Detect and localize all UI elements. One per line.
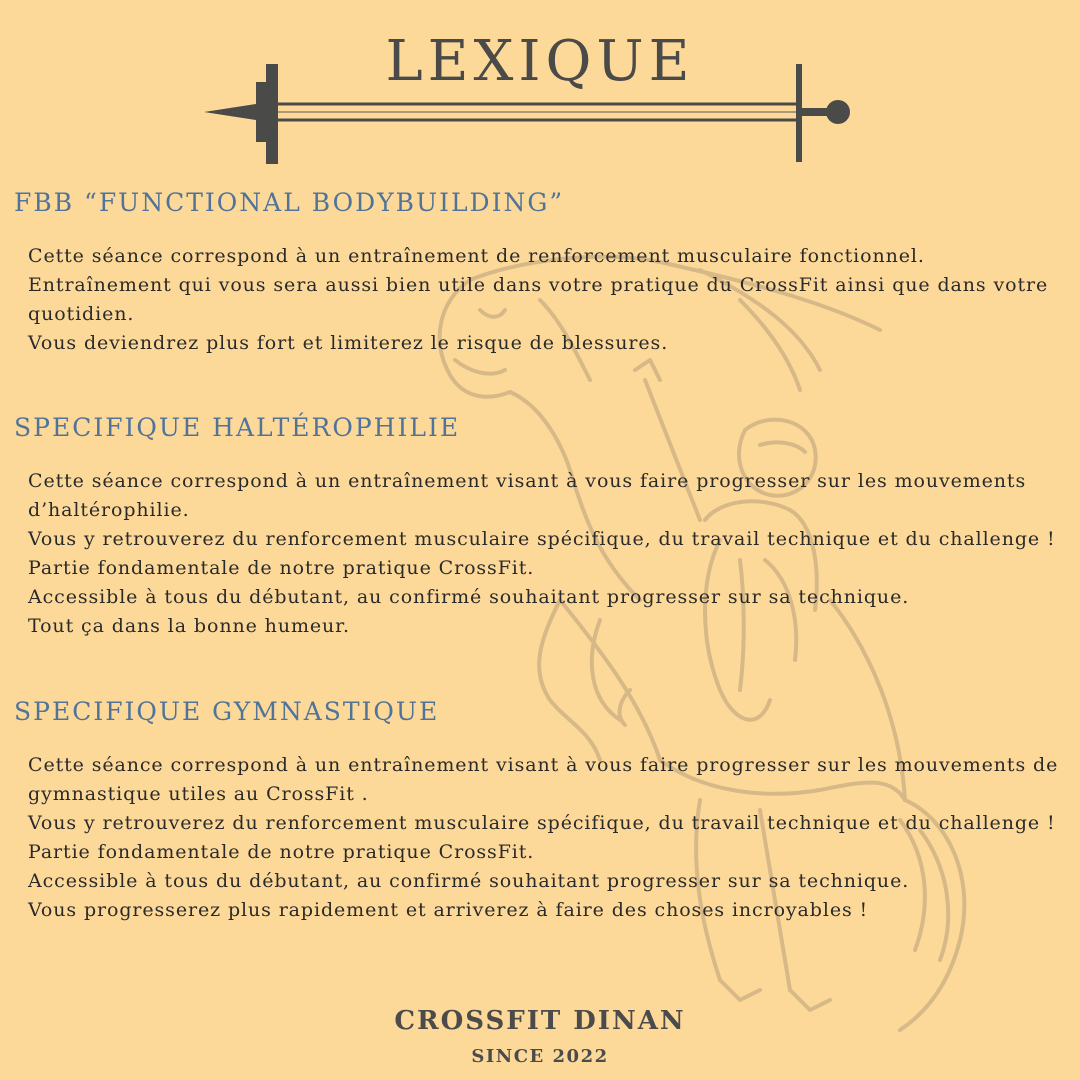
paragraph-line: Vous progresserez plus rapidement et arriverez à faire des choses incroyables ! [28, 899, 869, 921]
paragraph-line: Cette séance correspond à un entraînement visant à vous faire progresser sur les mouvements d’haltérophilie. [28, 470, 1027, 521]
section-heading-fbb: FBB “FUNCTIONAL BODYBUILDING” [14, 188, 565, 217]
paragraph-line: Vous deviendrez plus fort et limiterez le risque de blessures. [28, 332, 669, 354]
section-body-fbb [28, 242, 1073, 358]
page-title: LEXIQUE [385, 29, 695, 94]
paragraph-line: Partie fondamentale de notre pratique CrossFit. [28, 557, 535, 579]
paragraph-line: Cette séance correspond à un entraînement visant à vous faire progresser sur les mouvements de gymnastique utiles au CrossFit . [28, 754, 1059, 805]
section-heading-gymnastique: SPECIFIQUE GYMNASTIQUE [14, 697, 440, 726]
paragraph-line: Tout ça dans la bonne humeur. [28, 615, 350, 637]
section-body-gymnastique [28, 751, 1073, 925]
brand-name: CROSSFIT DINAN [394, 1006, 686, 1036]
paragraph-line: Vous y retrouverez du renforcement musculaire spécifique, du travail technique et du challenge ! [28, 528, 1056, 550]
sword-icon [200, 60, 860, 170]
paragraph-line: Partie fondamentale de notre pratique CrossFit. [28, 841, 535, 863]
paragraph-line: Cette séance correspond à un entraînement de renforcement musculaire fonctionnel. [28, 245, 925, 267]
brand-since: SINCE 2022 [471, 1046, 609, 1067]
paragraph-line: Accessible à tous du débutant, au confirmé souhaitant progresser sur sa technique. [28, 870, 910, 892]
paragraph-line: Entraînement qui vous sera aussi bien utile dans votre pratique du CrossFit ainsi que dans votre quotidien. [28, 274, 1049, 325]
section-body-halterophilie [28, 467, 1073, 641]
paragraph-line: Accessible à tous du débutant, au confirmé souhaitant progresser sur sa technique. [28, 586, 910, 608]
paragraph-line: Vous y retrouverez du renforcement musculaire spécifique, du travail technique et du challenge ! [28, 812, 1056, 834]
section-heading-halterophilie: SPECIFIQUE HALTÉROPHILIE [14, 413, 461, 442]
